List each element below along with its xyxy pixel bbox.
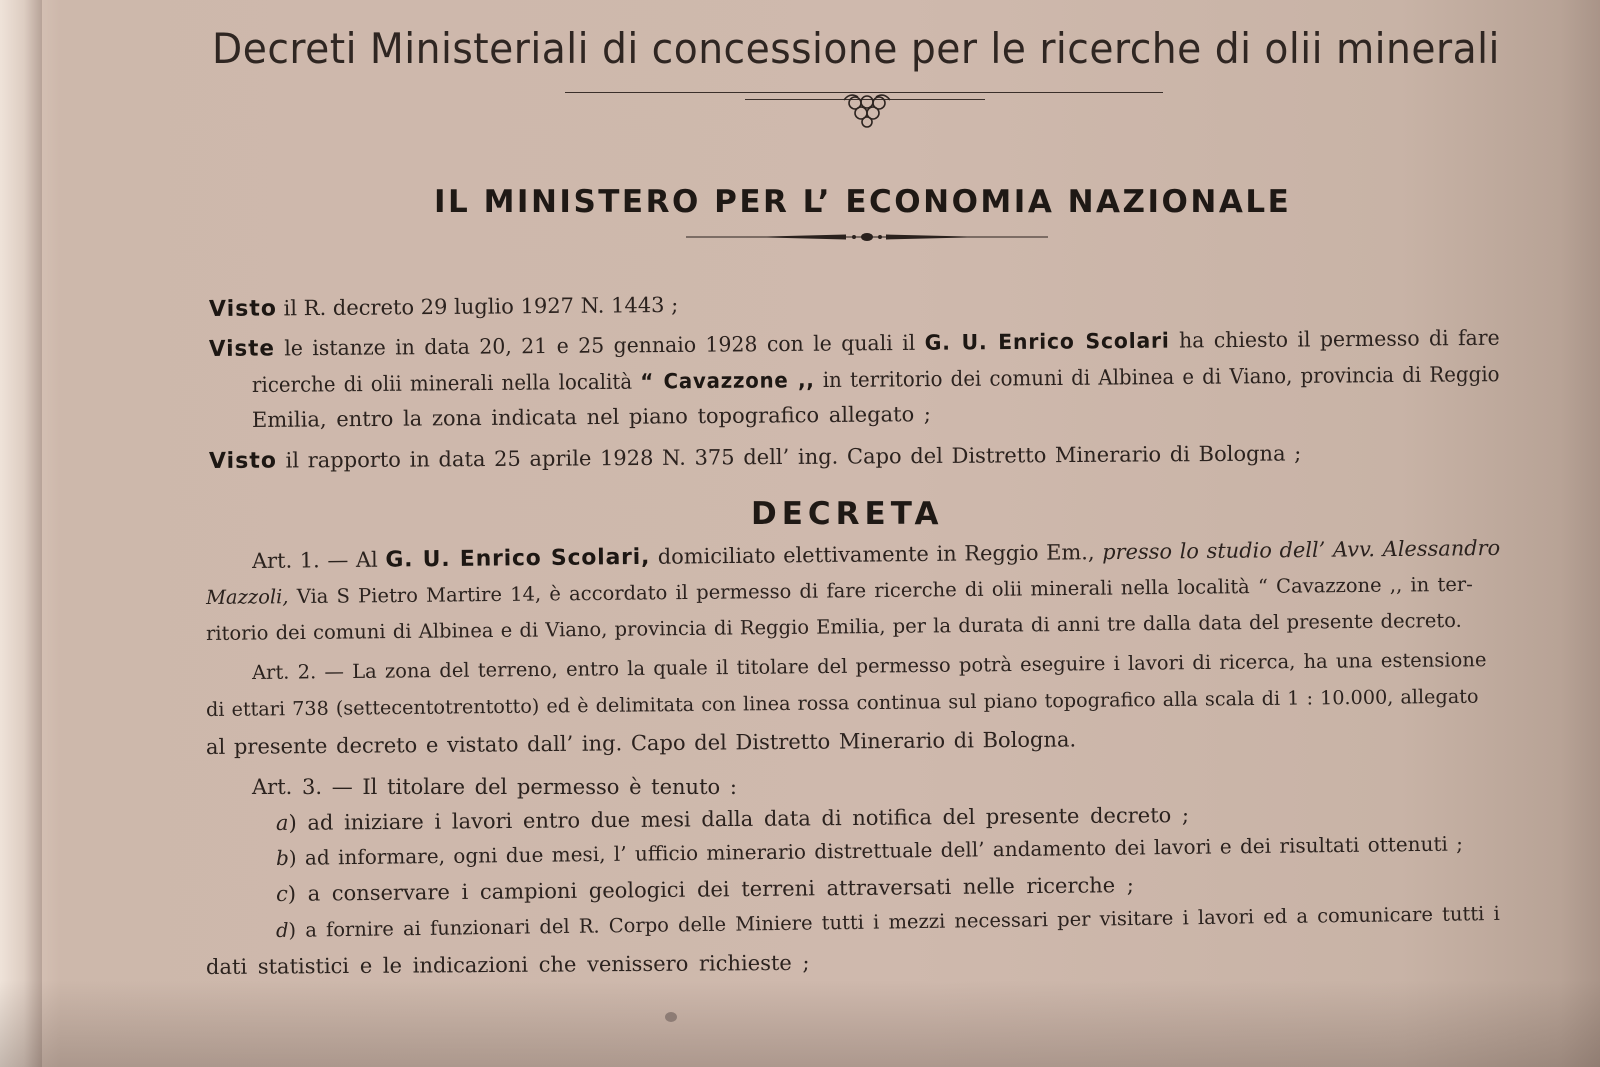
preamble-text: in territorio dei comuni di Albinea e di Viano, provincia di Reggio	[822, 362, 1500, 393]
preamble-text: il R. decreto 29 luglio 1927 N. 1443 ;	[283, 292, 679, 321]
article-text: al presente decreto e vistato dall’ ing. Capo del Distretto Minerario di Bologna.	[205, 727, 1077, 759]
art-3-intro	[252, 775, 737, 799]
item-text: ) a fornire ai funzionari del R. Corpo delle Miniere tutti i mezzi necessari per visitare i lavori ed a comunicare tutti i	[288, 901, 1500, 942]
article-text: Art. 3. — Il titolare del permesso è tenuto :	[252, 775, 737, 799]
item-text: ) ad informare, ogni due mesi, l’ ufficio minerario distrettuale dell’ andamento dei lavori e dei risultati ottenuti ;	[288, 831, 1464, 870]
item-letter: b	[275, 845, 289, 870]
item-text: dati statistici e le indicazioni che venissero richieste ;	[205, 950, 810, 979]
applicant-name: G. U. Enrico Scolari	[924, 328, 1170, 355]
article-text-italic: presso lo studio dell’ Avv. Alessandro	[1102, 535, 1501, 565]
item-text: ) ad iniziare i lavori entro due mesi dalla data di notifica del presente decreto ;	[288, 803, 1190, 835]
article-text: Via S Pietro Martire 14, è accordato il permesso di fare ricerche di olii minerali nella località “ Cavazzone ,, in ter-	[296, 572, 1473, 609]
item-letter: c	[275, 881, 288, 906]
decreta-heading: DECRETA	[751, 496, 944, 532]
preamble-text: ha chiesto il permesso di fare	[1178, 325, 1500, 353]
preamble-visto-1	[209, 293, 678, 322]
item-letter: a	[275, 810, 289, 835]
document-title: Decreti Ministeriali di concessione per le ricerche di olii minerali	[212, 24, 1500, 73]
page-mark	[665, 1012, 677, 1022]
article-text-italic: Mazzoli,	[205, 585, 289, 609]
art-3-item-d-continued	[206, 951, 810, 979]
page-edge	[0, 0, 42, 1067]
keyword-visto: Visto	[208, 296, 278, 322]
keyword-visto: Visto	[208, 448, 277, 474]
article-text: Art. 1. — Al	[251, 547, 378, 573]
preamble-text: le istanze in data 20, 21 e 25 gennaio 1928 con le quali il	[284, 330, 916, 361]
article-text: Art. 2. — La zona del terreno, entro la quale il titolare del permesso potrà eseguire i lavori di ricerca, ha una estensione	[251, 648, 1487, 684]
heading-rule	[686, 231, 1048, 243]
locality-name: “ Cavazzone ,,	[640, 368, 815, 394]
item-text: ) a conservare i campioni geologici dei terreni attraversati nelle ricerche ;	[287, 873, 1135, 906]
article-text: domiciliato elettivamente in Reggio Em.,	[657, 540, 1095, 569]
ornament-icon	[838, 88, 896, 132]
article-text: ritorio dei comuni di Albinea e di Viano, provincia di Reggio Emilia, per la durata di anni tre dalla data del presente decreto.	[205, 608, 1462, 645]
preamble-text: il rapporto in data 25 aprile 1928 N. 375 dell’ ing. Capo del Distretto Minerario di Bologna ;	[285, 441, 1302, 473]
article-text: di ettari 738 (settecentotrentotto) ed è delimitata con linea rossa continua sul piano topografico alla scala di 1 : 10.000, allegato	[205, 684, 1479, 721]
preamble-text: Emilia, entro la zona indicata nel piano topografico allegato ;	[251, 402, 932, 432]
item-letter: d	[275, 918, 289, 942]
page-shadow	[0, 980, 1600, 1067]
preamble-text: ricerche di olii minerali nella località	[251, 369, 633, 397]
applicant-name: G. U. Enrico Scolari,	[385, 544, 651, 573]
keyword-viste: Viste	[208, 336, 275, 362]
ministry-heading: IL MINISTERO PER L’ ECONOMIA NAZIONALE	[434, 184, 1292, 220]
